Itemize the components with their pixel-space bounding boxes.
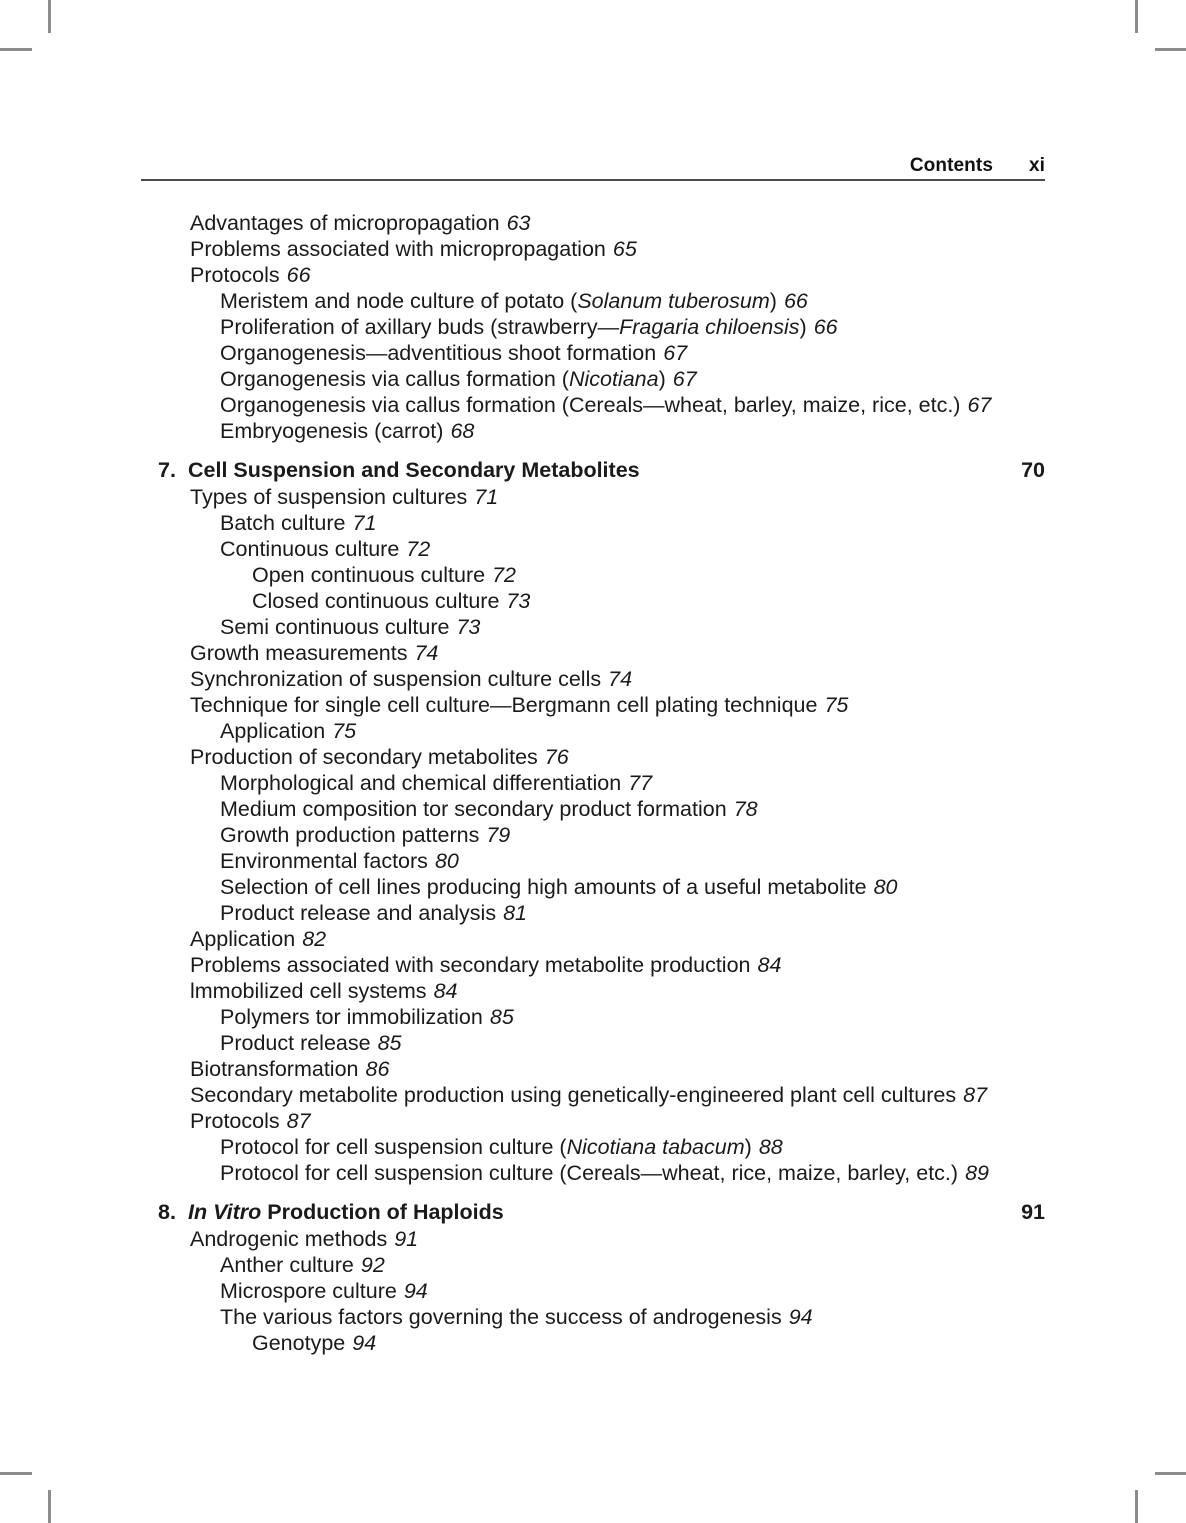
crop-mark-top-right-vertical bbox=[1135, 0, 1138, 33]
toc-page-number: 63 bbox=[506, 211, 531, 235]
toc-page-number: 94 bbox=[403, 1279, 428, 1303]
toc-entry-title: Genotype bbox=[252, 1331, 346, 1355]
toc-entry-row[interactable] bbox=[141, 1252, 1045, 1278]
toc-entry-row[interactable] bbox=[141, 1030, 1045, 1056]
running-head-title: Contents bbox=[909, 155, 993, 176]
toc-page-number: 94 bbox=[352, 1331, 377, 1355]
toc-entry-title: Product release and analysis bbox=[220, 901, 497, 925]
toc-entry-title: Synchronization of suspension culture cells bbox=[190, 667, 602, 691]
toc-entry-row[interactable] bbox=[141, 1330, 1045, 1356]
toc-page-number: 88 bbox=[758, 1135, 783, 1159]
toc-page-number: 66 bbox=[813, 315, 838, 339]
toc-page-number: 77 bbox=[628, 771, 653, 795]
toc-entry-row[interactable] bbox=[141, 926, 1045, 952]
toc-page-number: 73 bbox=[506, 589, 531, 613]
toc-entry-title: Problems associated with secondary metabolite production bbox=[190, 953, 751, 977]
toc-entry-title: Organogenesis via callus formation (Nicotiana) bbox=[220, 367, 666, 391]
toc-entry-title: Growth measurements bbox=[190, 641, 408, 665]
toc-entry-row[interactable] bbox=[141, 1108, 1045, 1134]
toc-entry-title: Medium composition tor secondary product formation bbox=[220, 797, 727, 821]
toc-entry-title: Anther culture bbox=[220, 1253, 354, 1277]
toc-entry-row[interactable] bbox=[141, 640, 1045, 666]
toc-page-number: 80 bbox=[873, 875, 898, 899]
toc-entry-row[interactable] bbox=[141, 588, 1045, 614]
toc-entry-title: Organogenesis—adventitious shoot formation bbox=[220, 341, 657, 365]
toc-entry-title: Biotransformation bbox=[190, 1057, 359, 1081]
toc-entry-row[interactable] bbox=[141, 1160, 1045, 1186]
toc-entry-title: Protocols bbox=[190, 1109, 280, 1133]
toc-entry-row[interactable] bbox=[141, 692, 1045, 718]
toc-chapter-number: 8. bbox=[158, 1200, 176, 1224]
running-head bbox=[141, 155, 1045, 181]
toc-page-number: 87 bbox=[963, 1083, 988, 1107]
toc-entry-row[interactable] bbox=[141, 796, 1045, 822]
toc-entry-title: Morphological and chemical differentiation bbox=[220, 771, 622, 795]
toc-entry-row[interactable] bbox=[141, 262, 1045, 288]
toc-page-number: 84 bbox=[433, 979, 458, 1003]
toc-page-number: 94 bbox=[788, 1305, 813, 1329]
toc-entry-title: Organogenesis via callus formation (Cereals—wheat, barley, maize, rice, etc.) bbox=[220, 393, 961, 417]
toc-entry-title: Proliferation of axillary buds (strawberry—Fragaria chiloensis) bbox=[220, 315, 807, 339]
toc-entry-row[interactable] bbox=[141, 744, 1045, 770]
toc-entry-title: lmmobilized cell systems bbox=[190, 979, 427, 1003]
crop-mark-bottom-left-vertical bbox=[48, 1490, 51, 1523]
toc-entry-row[interactable] bbox=[141, 718, 1045, 744]
running-head-line bbox=[141, 155, 1045, 177]
toc-entry-row[interactable] bbox=[141, 340, 1045, 366]
toc-entry-row[interactable] bbox=[141, 952, 1045, 978]
toc-entry-row[interactable] bbox=[141, 1304, 1045, 1330]
toc-page-number: 71 bbox=[352, 511, 377, 535]
toc-entry-title: Production of secondary metabolites bbox=[190, 745, 538, 769]
toc-entry-title: Protocol for cell suspension culture (Nicotiana tabacum) bbox=[220, 1135, 752, 1159]
toc-page-number: 74 bbox=[608, 667, 633, 691]
crop-mark-bottom-right-vertical bbox=[1135, 1490, 1138, 1523]
toc-entry-row[interactable] bbox=[141, 1082, 1045, 1108]
toc-page-number: 65 bbox=[612, 237, 637, 261]
toc-chapter-row[interactable] bbox=[141, 457, 1045, 483]
toc-page-number: 85 bbox=[377, 1031, 402, 1055]
toc-page-number: 68 bbox=[450, 419, 475, 443]
toc-entry-row[interactable] bbox=[141, 1004, 1045, 1030]
toc-page-number: 81 bbox=[503, 901, 527, 925]
crop-mark-top-right-horizontal bbox=[1155, 48, 1186, 51]
toc-entry-row[interactable] bbox=[141, 666, 1045, 692]
toc-entry-title: Application bbox=[220, 719, 326, 743]
toc-page-number: 87 bbox=[286, 1109, 311, 1133]
toc-entry-title: Advantages of micropropagation bbox=[190, 211, 500, 235]
toc-entry-title: Meristem and node culture of potato (Solanum tuberosum) bbox=[220, 289, 777, 313]
page-folio: xi bbox=[1028, 155, 1045, 176]
toc-entry-title: Microspore culture bbox=[220, 1279, 397, 1303]
toc-chapter-row[interactable] bbox=[141, 1199, 1045, 1225]
toc-page-number: 91 bbox=[1021, 1200, 1045, 1224]
toc-entry-row[interactable] bbox=[141, 236, 1045, 262]
toc-page-number: 78 bbox=[733, 797, 758, 821]
toc-page-number: 89 bbox=[965, 1161, 989, 1185]
toc-page-number: 70 bbox=[1021, 458, 1045, 482]
toc-page-number: 76 bbox=[544, 745, 569, 769]
toc-entry-title: The various factors governing the success of androgenesis bbox=[220, 1305, 782, 1329]
crop-mark-bottom-right-horizontal bbox=[1155, 1472, 1186, 1475]
toc-entry-row[interactable] bbox=[141, 288, 1045, 314]
toc-chapter-number: 7. bbox=[158, 458, 176, 482]
toc-entry-row[interactable] bbox=[141, 900, 1045, 926]
toc-entry-row[interactable] bbox=[141, 770, 1045, 796]
toc-entry-title: Semi continuous culture bbox=[220, 615, 450, 639]
toc-entry-title: Cell Suspension and Secondary Metabolites bbox=[188, 458, 640, 482]
toc-page-number: 66 bbox=[783, 289, 808, 313]
toc-entry-row[interactable] bbox=[141, 510, 1045, 536]
toc-page-number: 67 bbox=[967, 393, 992, 417]
toc-entry-row[interactable] bbox=[141, 1134, 1045, 1160]
toc-entry-row[interactable] bbox=[141, 484, 1045, 510]
crop-mark-top-left-horizontal bbox=[0, 48, 32, 51]
toc-page-number: 67 bbox=[663, 341, 688, 365]
toc-page-number: 86 bbox=[365, 1057, 390, 1081]
toc-page-number: 74 bbox=[414, 641, 439, 665]
toc-entry-row[interactable] bbox=[141, 366, 1045, 392]
toc-page-number: 92 bbox=[360, 1253, 385, 1277]
toc-entry-title: Product release bbox=[220, 1031, 371, 1055]
toc-entry-title: Open continuous culture bbox=[252, 563, 486, 587]
toc-page-number: 85 bbox=[489, 1005, 514, 1029]
toc-entry-title: Polymers tor immobilization bbox=[220, 1005, 483, 1029]
toc-page-number: 72 bbox=[492, 563, 516, 587]
toc-entry-title: Closed continuous culture bbox=[252, 589, 500, 613]
crop-mark-bottom-left-horizontal bbox=[0, 1472, 32, 1475]
toc-entry-title: Technique for single cell culture—Bergmann cell plating technique bbox=[190, 693, 818, 717]
toc-page-number: 73 bbox=[456, 615, 481, 639]
toc-entry-row[interactable] bbox=[141, 874, 1045, 900]
toc-entry-title: Environmental factors bbox=[220, 849, 428, 873]
toc-entry-row[interactable] bbox=[141, 614, 1045, 640]
header-rule bbox=[141, 179, 1045, 181]
toc-entry-title: Protocols bbox=[190, 263, 280, 287]
toc-entry-title: Application bbox=[190, 927, 296, 951]
toc-entry-title: Continuous culture bbox=[220, 537, 400, 561]
toc-entry-row[interactable] bbox=[141, 418, 1045, 444]
toc-entry-row[interactable] bbox=[141, 314, 1045, 340]
toc-page-number: 82 bbox=[302, 927, 327, 951]
toc-entry-title: Problems associated with micropropagation bbox=[190, 237, 606, 261]
toc-page-number: 80 bbox=[434, 849, 459, 873]
toc-entry-title: Growth production patterns bbox=[220, 823, 480, 847]
toc-entry-title: Androgenic methods bbox=[190, 1227, 388, 1251]
toc-entry-title: In Vitro Production of Haploids bbox=[188, 1200, 504, 1224]
toc-page-number: 84 bbox=[757, 953, 782, 977]
toc-entry-title: Secondary metabolite production using genetically-engineered plant cell cultures bbox=[190, 1083, 957, 1107]
table-of-contents bbox=[141, 210, 1045, 1356]
toc-page-number: 79 bbox=[486, 823, 511, 847]
toc-page-number: 66 bbox=[286, 263, 311, 287]
toc-entry-title: Protocol for cell suspension culture (Cereals—wheat, rice, maize, barley, etc.) bbox=[220, 1161, 959, 1185]
toc-page-number: 91 bbox=[394, 1227, 419, 1251]
toc-entry-title: Batch culture bbox=[220, 511, 346, 535]
toc-page-number: 67 bbox=[672, 367, 697, 391]
toc-entry-row[interactable] bbox=[141, 536, 1045, 562]
toc-entry-title: Types of suspension cultures bbox=[190, 485, 468, 509]
toc-page-number: 75 bbox=[332, 719, 357, 743]
toc-entry-row[interactable] bbox=[141, 848, 1045, 874]
toc-entry-row[interactable] bbox=[141, 392, 1045, 418]
toc-page-number: 71 bbox=[474, 485, 499, 509]
toc-page-number: 75 bbox=[824, 693, 849, 717]
toc-entry-row[interactable] bbox=[141, 562, 1045, 588]
toc-entry-title: Selection of cell lines producing high amounts of a useful metabolite bbox=[220, 875, 867, 899]
toc-entry-row[interactable] bbox=[141, 210, 1045, 236]
toc-page-number: 72 bbox=[406, 537, 431, 561]
toc-entry-row[interactable] bbox=[141, 822, 1045, 848]
toc-entry-row[interactable] bbox=[141, 1226, 1045, 1252]
toc-entry-row[interactable] bbox=[141, 978, 1045, 1004]
toc-entry-title: Embryogenesis (carrot) bbox=[220, 419, 444, 443]
toc-entry-row[interactable] bbox=[141, 1278, 1045, 1304]
crop-mark-top-left-vertical bbox=[48, 0, 51, 33]
toc-entry-row[interactable] bbox=[141, 1056, 1045, 1082]
